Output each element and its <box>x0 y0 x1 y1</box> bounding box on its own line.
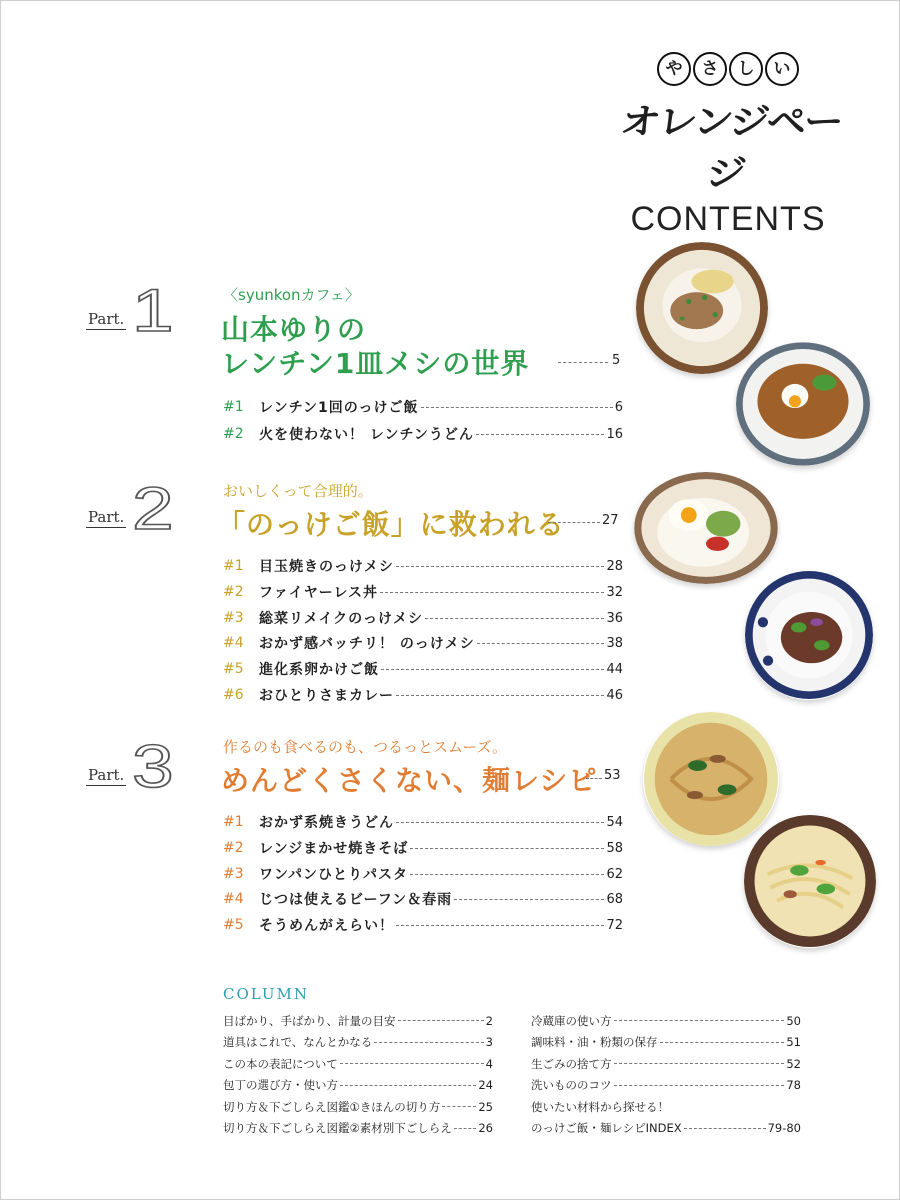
toc-entry[interactable] <box>223 812 623 832</box>
column-item-page: 52 <box>786 1056 801 1071</box>
column-item-label: 包丁の選び方・使い方 <box>223 1078 338 1093</box>
entry-number: #3 <box>223 610 244 626</box>
leader-dots <box>442 1106 476 1107</box>
column-item[interactable] <box>223 1010 493 1032</box>
entry-number: #4 <box>223 891 244 907</box>
entry-label: おかず感バッチリ！ のっけメシ <box>259 636 475 652</box>
part-3-title: めんどくさくない、麺レシピ <box>221 764 598 797</box>
part-number: 2 <box>132 475 175 542</box>
logo-char: し <box>729 52 763 86</box>
column-item[interactable] <box>223 1075 493 1097</box>
leader-dots <box>614 1085 785 1086</box>
leader-dots <box>381 669 604 670</box>
leader-dots <box>396 566 605 567</box>
entry-page: 36 <box>606 610 623 626</box>
entry-number: #5 <box>223 661 244 677</box>
entry-label: 総菜リメイクのっけメシ <box>259 611 424 627</box>
contents-heading: CONTENTS <box>630 200 826 238</box>
entry-number: #2 <box>223 584 244 600</box>
leader-dots <box>410 848 604 849</box>
leader-dots <box>548 522 600 523</box>
part-number: 3 <box>132 733 175 800</box>
column-item-page: 78 <box>786 1078 801 1093</box>
entry-label: レンジまかせ焼きそば <box>259 841 409 857</box>
part-3-label <box>86 733 175 800</box>
part-3-kicker: 作るのも食べるのも、つるっとスムーズ。 <box>223 738 507 756</box>
column-item-label: 冷蔵庫の使い方 <box>531 1013 612 1028</box>
entry-page: 58 <box>606 840 623 856</box>
column-item-label: 生ごみの捨て方 <box>531 1056 612 1071</box>
toc-entry[interactable] <box>223 608 623 628</box>
leader-dots <box>396 822 604 823</box>
entry-page: 32 <box>606 584 623 600</box>
column-item[interactable] <box>223 1096 493 1118</box>
toc-entry[interactable] <box>223 582 623 602</box>
leader-dots <box>660 1042 785 1043</box>
leader-dots <box>396 695 604 696</box>
entry-number: #1 <box>223 814 244 830</box>
column-item-label: 切り方＆下ごしらえ図鑑①きほんの切り方 <box>223 1099 441 1114</box>
leader-dots <box>340 1063 484 1064</box>
logo-char: や <box>657 52 691 86</box>
part-1-title-line-1: 山本ゆりの <box>221 313 367 346</box>
part-1-kicker: 〈syunkonカフェ〉 <box>223 286 360 304</box>
column-item-label: 切り方＆下ごしらえ図鑑②素材別下ごしらえ <box>223 1121 452 1136</box>
part-word: Part. <box>88 508 125 526</box>
toc-entry[interactable] <box>223 838 623 858</box>
part-2-title: 「のっけご飯」に救われる <box>217 508 565 541</box>
logo-char: い <box>765 52 799 86</box>
noodle-bowl-photo <box>744 814 876 948</box>
leader-dots <box>477 643 605 644</box>
patterned-bowl-photo <box>745 570 873 700</box>
column-item-page: 50 <box>786 1013 801 1028</box>
leader-dots <box>380 592 604 593</box>
brand-name: オレンジページ <box>618 101 844 195</box>
column-item[interactable] <box>531 1096 801 1118</box>
column-item[interactable] <box>531 1053 801 1075</box>
column-heading: COLUMN <box>223 985 310 1003</box>
column-item[interactable] <box>531 1118 801 1140</box>
column-item-label: 使いたい材料から探せる！ <box>531 1099 669 1114</box>
column-item[interactable] <box>531 1010 801 1032</box>
leader-dots <box>410 874 604 875</box>
entry-page: 44 <box>606 661 623 677</box>
entry-number: #4 <box>223 635 244 651</box>
entry-number: #2 <box>223 426 244 442</box>
column-item[interactable] <box>223 1032 493 1054</box>
entry-label: そうめんがえらい！ <box>259 918 394 934</box>
yasashii-badges <box>608 52 848 86</box>
part-1-page: 5 <box>612 353 621 368</box>
leader-dots <box>684 1128 766 1129</box>
part-1-title-line-2: レンチン1皿メシの世界 <box>221 347 530 380</box>
entry-page: 54 <box>606 814 623 830</box>
column-item-label: のっけご飯・麺レシピINDEX <box>531 1121 682 1136</box>
leader-dots <box>421 407 613 408</box>
entry-number: #1 <box>223 399 244 415</box>
column-item[interactable] <box>223 1118 493 1140</box>
leader-dots <box>614 1020 785 1021</box>
column-item-label: この本の表記について <box>223 1056 338 1071</box>
entry-page: 6 <box>614 399 623 415</box>
leader-dots <box>586 778 602 779</box>
column-item-page: 26 <box>478 1121 493 1136</box>
entry-number: #6 <box>223 687 244 703</box>
entry-number: #3 <box>223 866 244 882</box>
pasta-plate-photo <box>643 712 779 846</box>
column-item[interactable] <box>531 1032 801 1054</box>
leader-dots <box>374 1042 483 1043</box>
toc-entry[interactable] <box>223 397 623 417</box>
leader-dots <box>340 1085 476 1086</box>
entry-label: 進化系卵かけご飯 <box>259 662 379 678</box>
curry-rice-photo <box>736 342 870 466</box>
part-word: Part. <box>88 766 125 784</box>
entry-page: 72 <box>606 917 623 933</box>
leader-dots <box>614 1063 785 1064</box>
column-item-page: 25 <box>478 1099 493 1114</box>
entry-label: 目玉焼きのっけメシ <box>259 559 394 575</box>
part-2-kicker: おいしくって合理的。 <box>223 482 373 500</box>
entry-page: 16 <box>606 426 623 442</box>
entry-page: 62 <box>606 866 623 882</box>
toc-entry[interactable] <box>223 915 623 935</box>
column-item[interactable] <box>531 1075 801 1097</box>
entry-page: 68 <box>606 891 623 907</box>
column-list-right <box>531 1010 801 1139</box>
column-item-page: 24 <box>478 1078 493 1093</box>
entry-label: ワンパンひとりパスタ <box>259 867 409 883</box>
leader-dots <box>476 434 605 435</box>
entry-page: 46 <box>606 687 623 703</box>
entry-label: 火を使わない！ レンチンうどん <box>259 427 474 443</box>
leader-dots <box>425 618 604 619</box>
entry-label: ファイヤーレス丼 <box>259 585 379 601</box>
column-item-page: 79-80 <box>767 1121 801 1136</box>
rice-bowl-photo <box>636 242 768 374</box>
leader-dots <box>454 899 604 900</box>
column-item-page: 4 <box>485 1056 493 1071</box>
fried-egg-rice-photo <box>634 472 778 584</box>
toc-entry[interactable] <box>223 659 623 679</box>
toc-entry[interactable] <box>223 864 623 884</box>
column-item[interactable] <box>223 1053 493 1075</box>
toc-entry[interactable] <box>223 633 623 653</box>
entry-label: おひとりさまカレー <box>259 688 394 704</box>
toc-entry[interactable] <box>223 685 623 705</box>
entry-number: #2 <box>223 840 244 856</box>
leader-dots <box>454 1128 477 1129</box>
entry-label: おかず系焼きうどん <box>259 815 394 831</box>
column-item-page: 2 <box>485 1013 493 1028</box>
entry-label: じつは使えるビーフン＆春雨 <box>259 892 453 908</box>
part-2-page: 27 <box>602 513 619 528</box>
leader-dots <box>396 925 604 926</box>
entry-page: 38 <box>606 635 623 651</box>
leader-dots <box>398 1020 484 1021</box>
logo-char: さ <box>693 52 727 86</box>
toc-entry[interactable] <box>223 424 623 444</box>
column-item-label: 道具はこれで、なんとかなる <box>223 1035 373 1050</box>
part-1-label <box>86 277 175 344</box>
logo <box>608 52 848 239</box>
entry-label: レンチン1回のっけご飯 <box>259 400 419 416</box>
part-2-label <box>86 475 175 542</box>
column-item-label: 調味料・油・粉類の保存 <box>531 1035 658 1050</box>
part-number: 1 <box>132 277 175 344</box>
entry-number: #5 <box>223 917 244 933</box>
column-item-label: 洗いもののコツ <box>531 1078 612 1093</box>
toc-entry[interactable] <box>223 556 623 576</box>
entry-page: 28 <box>606 558 623 574</box>
part-3-page: 53 <box>604 768 621 783</box>
column-item-label: 目ばかり、手ばかり、計量の目安 <box>223 1013 396 1028</box>
entry-number: #1 <box>223 558 244 574</box>
column-item-page: 51 <box>786 1035 801 1050</box>
column-list-left <box>223 1010 493 1139</box>
toc-entry[interactable] <box>223 889 623 909</box>
part-word: Part. <box>88 310 125 328</box>
leader-dots <box>558 362 608 363</box>
column-item-page: 3 <box>485 1035 493 1050</box>
